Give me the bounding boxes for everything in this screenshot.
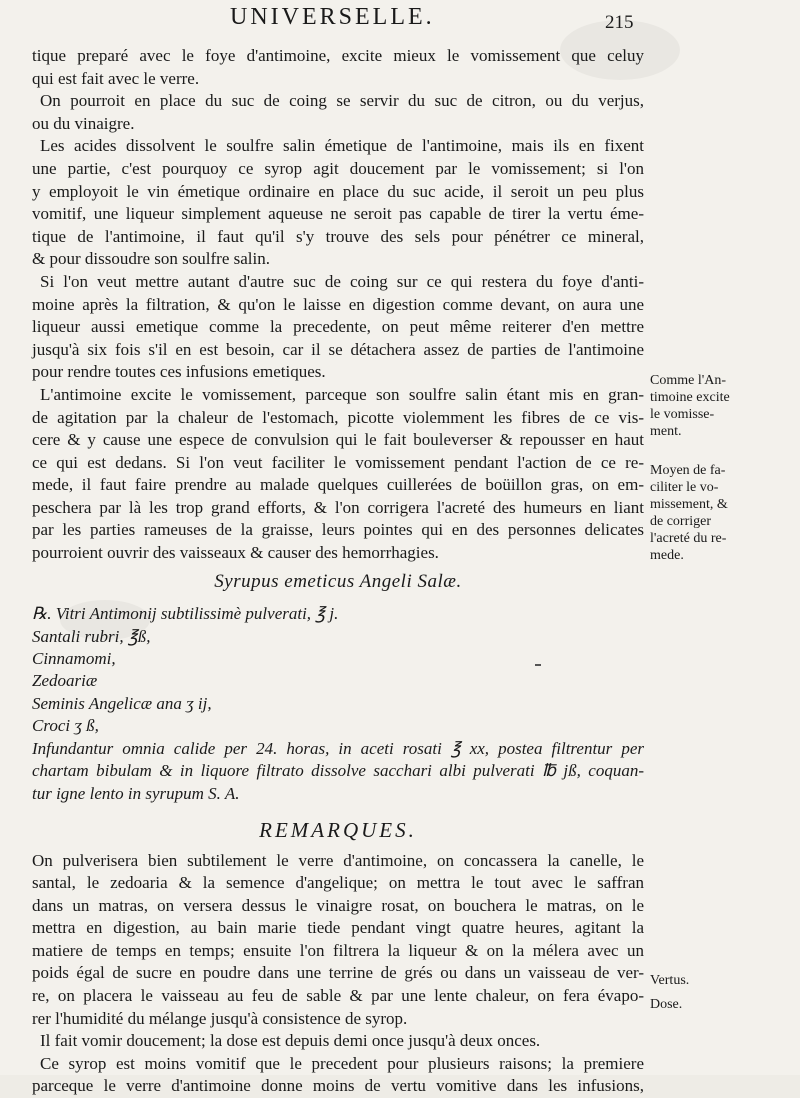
paragraph (32, 850, 644, 1031)
margin-note-vomissement (650, 372, 790, 440)
text-line: tique preparé avec le foye d'antimoine, excite mieux le vomissement que celuy (32, 46, 644, 65)
margin-line: ciliter le vo- (650, 480, 719, 495)
page-header (0, 2, 800, 42)
text-line: santal, le zedoaria & la semence d'angelique; on mettra le tout avec le saffran (32, 873, 644, 893)
margin-line: Comme l'An- (650, 373, 727, 388)
recipe-line: Zedoariæ (32, 671, 98, 691)
page-number: 215 (605, 12, 634, 33)
recipe-line: chartam bibulam & in liquore filtrato dissolve sacchari albi pulverati ℔ jß, coquan- (32, 761, 644, 781)
text-line: mettra en digestion, au bain marie tiede pendant vingt quatre heures, agitant la (32, 918, 644, 938)
margin-line: de corriger (650, 514, 712, 529)
ink-mark (535, 664, 541, 666)
text-line: rer l'humidité du mélange jusqu'à consistence de syrop. (32, 1008, 408, 1028)
margin-line: mede. (650, 548, 684, 563)
margin-note-vertus (650, 972, 790, 989)
text-line: moine après la filtration, & qu'on le laisse en digestion comme devant, on aura une (32, 294, 644, 314)
paragraph (32, 45, 644, 90)
paragraph (32, 1030, 644, 1053)
text-line: mede, il faut faire prendre au malade quelques cuillerées de boüillon gras, on em- (32, 475, 644, 495)
text-line: de agitation par la chaleur de l'estomach, picotte violemment les fibres de ce vis- (32, 407, 644, 427)
margin-line: l'acreté du re- (650, 531, 727, 546)
text-line: L'antimoine excite le vomissement, parceque son soulfre salin étant mis en gran- (40, 384, 644, 404)
recipe-line: Cinnamomi, (32, 649, 116, 669)
running-title: UNIVERSELLE. (230, 4, 435, 30)
margin-line: missement, & (650, 497, 728, 512)
recipe-line: Seminis Angelicæ ana ʒ ij, (32, 693, 212, 713)
text-line: pour rendre toutes ces infusions emetiques. (32, 362, 326, 382)
paragraph (32, 90, 644, 135)
text-line: Il fait vomir doucement; la dose est depuis demi once jusqu'à deux onces. (40, 1031, 541, 1051)
text-line: pourroient ouvrir des vaisseaux & causer des hemorrhagies. (32, 543, 439, 563)
text-line: liqueur aussi emetique comme la precedente, on peut même reiterer d'en mettre (32, 317, 644, 337)
text-line: On pulverisera bien subtilement le verre d'antimoine, on concassera la canelle, le (32, 850, 644, 870)
text-line: ou du vinaigre. (32, 113, 135, 133)
text-line: jusqu'à six fois s'il en est besoin, car il se détachera assez de parties de l'antimoine (32, 339, 644, 359)
text-line: vomitif, une liqueur simplement aqueuse ne seroit pas capable de tirer la vertu éme- (32, 204, 644, 224)
text-line: tique de l'antimoine, il faut qu'il s'y trouve des sels pour pénétrer ce mineral, (32, 226, 644, 246)
paragraph (32, 384, 644, 565)
recipe-line: Croci ʒ ß, (32, 716, 99, 736)
text-line: par les parties rameuses de la graisse, leurs pointes qui en des personnes delicates (32, 520, 644, 540)
text-line: poids égal de sucre en poudre dans une terrine de grés ou dans un vaisseau de ver- (32, 963, 644, 983)
margin-line: le vomisse- (650, 407, 715, 422)
recipe-block (32, 603, 644, 805)
recipe-line: Santali rubri, ℥ß, (32, 626, 151, 646)
recipe-line: Infundantur omnia calide per 24. horas, in aceti rosati ℥ xx, postea filtrentur per (32, 738, 644, 758)
text-line: cere & y cause une espece de convulsion qui le fait bouleverser & repousser en haut (32, 430, 644, 450)
section-title: REMARQUES. (259, 817, 417, 842)
text-line: parceque le verre d'antimoine donne moins de vertu vomitive dans les infusions, (32, 1076, 644, 1096)
margin-line: Moyen de fa- (650, 463, 726, 478)
text-line: dans un matras, on versera dessus le vinaigre rosat, on bouchera le matras, on le (32, 895, 644, 915)
text-line: On pourroit en place du suc de coing se servir du suc de citron, ou du verjus, (40, 91, 644, 111)
text-line: ce qui est dedans. Si l'on veut faciliter le vomissement pendant l'action de ce re- (32, 452, 644, 472)
text-line: matiere de temps en temps; ensuite l'on filtrera la liqueur & on la mélera avec un (32, 940, 644, 960)
text-line: Ce syrop est moins vomitif que le precedent pour plusieurs raisons; la premiere (40, 1053, 644, 1073)
text-line: peschera par là les trop grand efforts, & l'on corrigera l'acreté des humeurs en liant (32, 497, 644, 517)
text-line: y employoit le vin émetique ordinaire en place du suc acide, il seroit un peu plus (32, 181, 644, 201)
paragraph (32, 1053, 644, 1098)
text-line: Les acides dissolvent le soulfre salin émetique de l'antimoine, mais ils en fixent (40, 136, 644, 156)
text-line: une partie, c'est pourquoy ce syrop agit doucement par le vomissement; si l'on (32, 158, 644, 178)
margin-note-moyen (650, 462, 790, 564)
text-line: Si l'on veut mettre autant d'autre suc de coing sur ce qui restera du foye d'anti- (40, 271, 644, 291)
text-line: re, on placera le vaisseau au feu de sable & par une lente chaleur, on fera évapo- (32, 986, 644, 1006)
margin-line: timoine excite (650, 390, 730, 405)
margin-line: ment. (650, 424, 682, 439)
margin-line: Dose. (650, 997, 683, 1012)
text-line: qui est fait avec le verre. (32, 68, 200, 88)
recipe-line: tur igne lento in syrupum S. A. (32, 783, 240, 803)
main-text (32, 45, 644, 1098)
recipe-line: ℞. Vitri Antimonij subtilissimè pulverati, ℥ j. (32, 604, 339, 624)
paragraph (32, 271, 644, 384)
margin-note-dose (650, 996, 790, 1013)
margin-line: Vertus. (650, 973, 690, 988)
text-line: & pour dissoudre son soulfre salin. (32, 249, 270, 269)
recipe-title: Syrupus emeticus Angeli Salæ. (214, 570, 462, 592)
paragraph (32, 135, 644, 271)
